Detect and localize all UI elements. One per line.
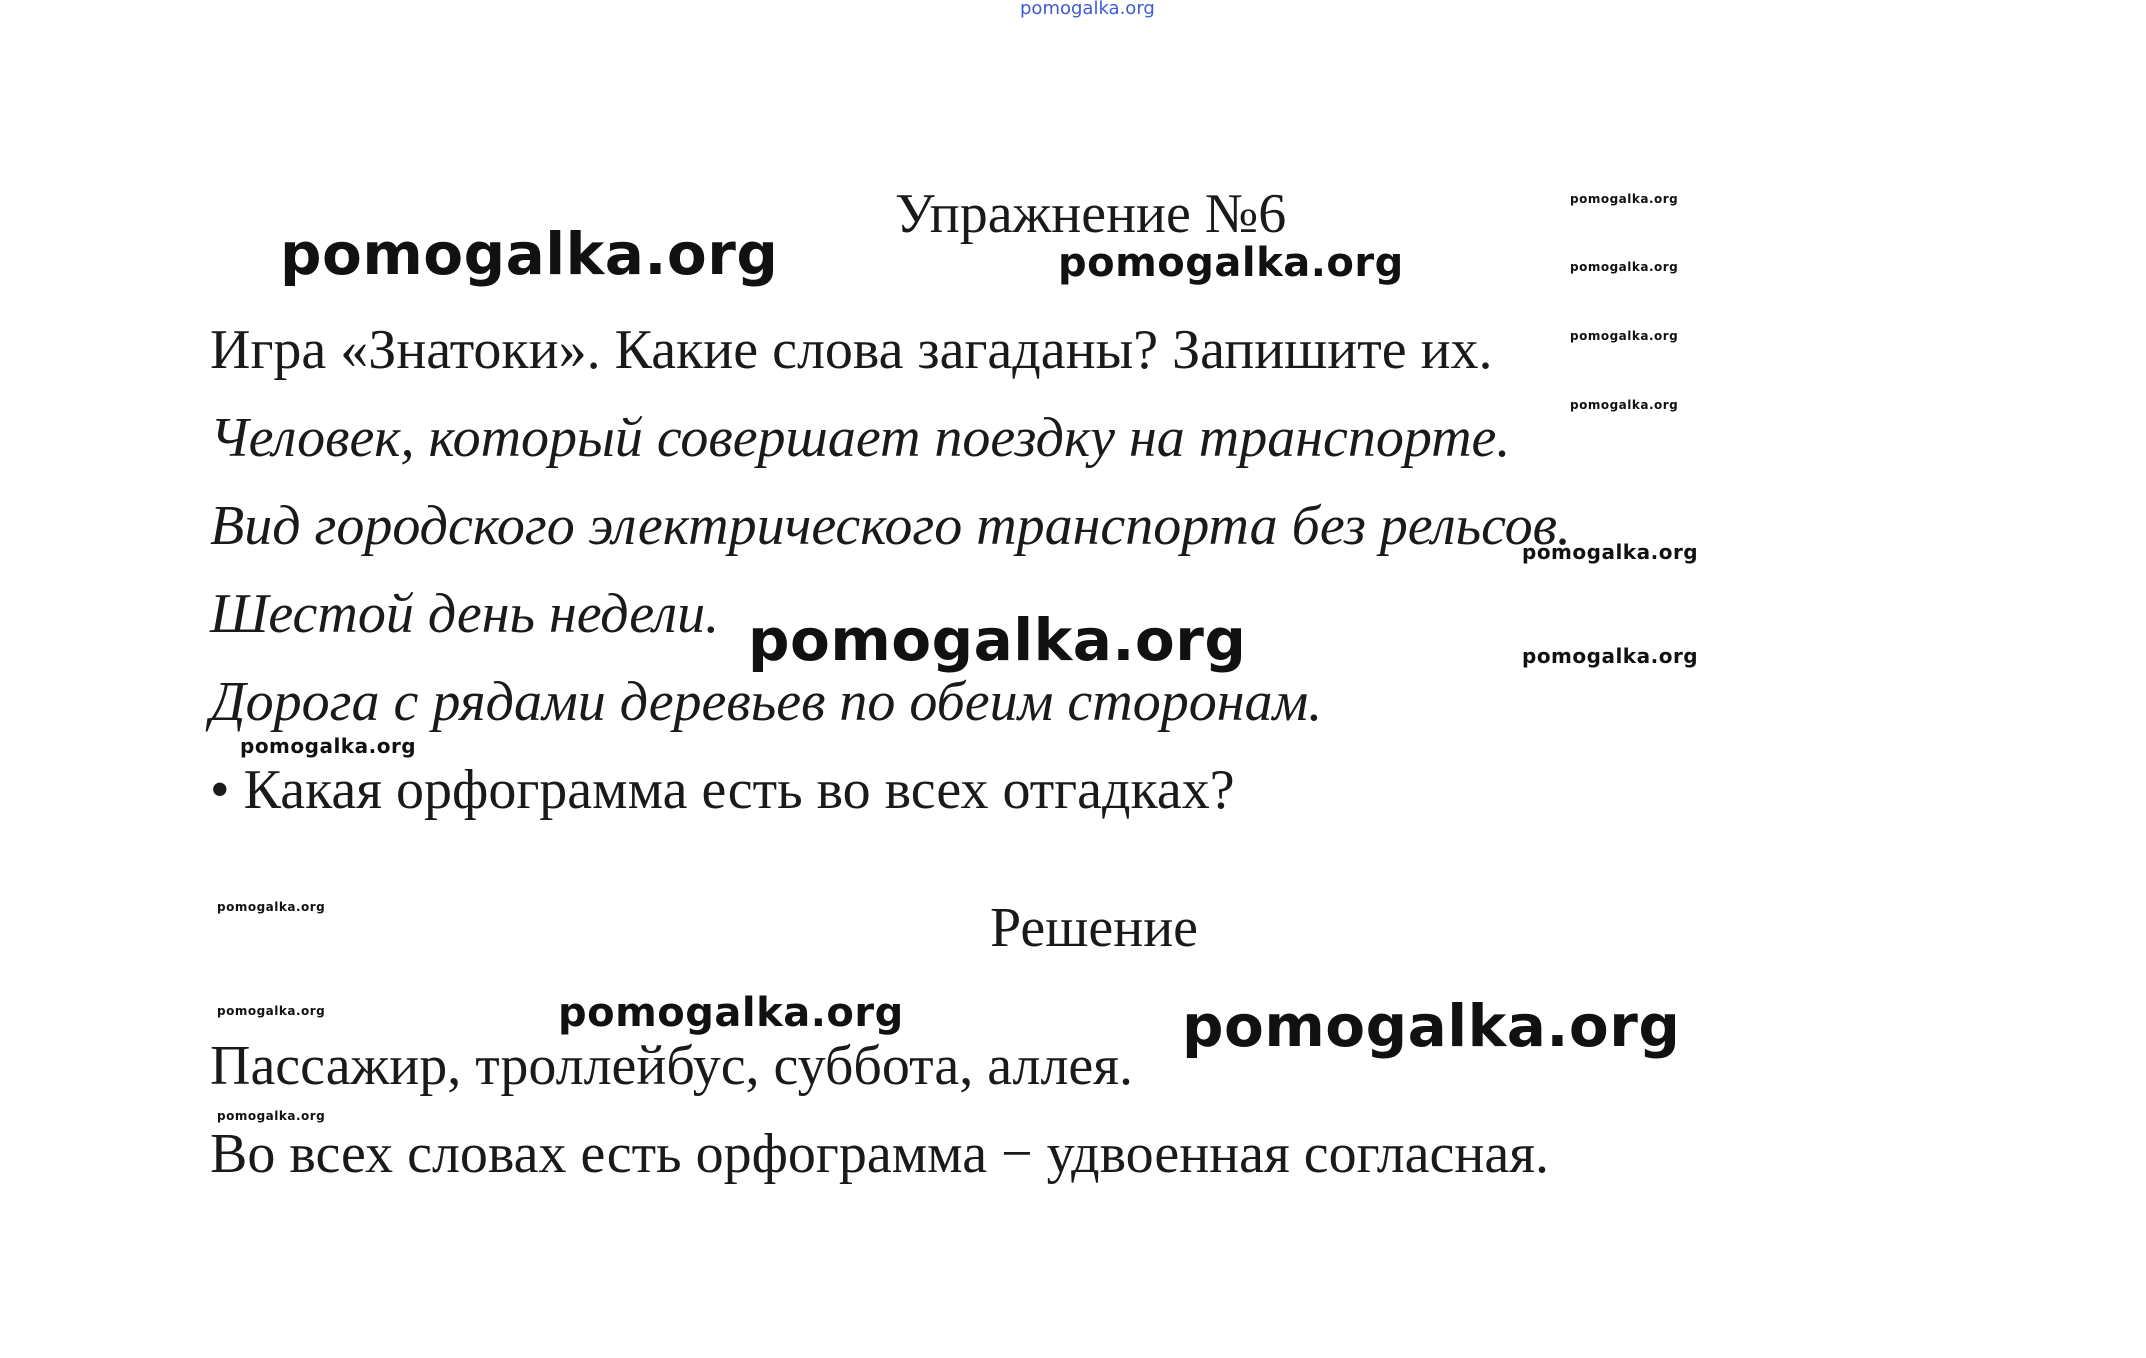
watermark-tiny-6: pomogalka.org (217, 1004, 326, 1018)
riddle-2: Вид городского электрического транспорта без рельсов. (210, 495, 1571, 557)
task-text: Игра «Знатоки». Какие слова загаданы? Запишите их. (210, 319, 1493, 381)
solution-answer: Пассажир, троллейбус, суббота, аллея. (210, 1035, 1134, 1097)
watermark-large-2: pomogalka.org (748, 606, 1247, 674)
watermark-small-2: pomogalka.org (1522, 644, 1699, 668)
watermark-top: pomogalka.org (1020, 0, 1155, 19)
exercise-title: Упражнение №6 (895, 183, 1287, 245)
watermark-tiny-2: pomogalka.org (1570, 260, 1679, 274)
solution-explanation: Во всех словах есть орфограмма − удвоенная согласная. (210, 1123, 1549, 1185)
watermark-tiny-3: pomogalka.org (1570, 329, 1679, 343)
watermark-medium-1: pomogalka.org (1058, 240, 1404, 286)
riddle-4: Дорога с рядами деревьев по обеим сторонам. (210, 671, 1323, 733)
watermark-large-1: pomogalka.org (280, 220, 779, 288)
solution-title: Решение (990, 897, 1199, 959)
watermark-large-3: pomogalka.org (1182, 992, 1681, 1060)
watermark-tiny-4: pomogalka.org (1570, 398, 1679, 412)
watermark-tiny-1: pomogalka.org (1570, 192, 1679, 206)
watermark-tiny-5: pomogalka.org (217, 900, 326, 914)
watermark-tiny-7: pomogalka.org (217, 1109, 326, 1123)
riddle-1: Человек, который совершает поездку на транспорте. (210, 407, 1511, 469)
watermark-small-3: pomogalka.org (240, 734, 417, 758)
riddle-3: Шестой день недели. (210, 583, 720, 645)
watermark-small-1: pomogalka.org (1522, 540, 1699, 564)
question-text: • Какая орфограмма есть во всех отгадках? (210, 759, 1235, 821)
watermark-medium-2: pomogalka.org (558, 990, 904, 1036)
